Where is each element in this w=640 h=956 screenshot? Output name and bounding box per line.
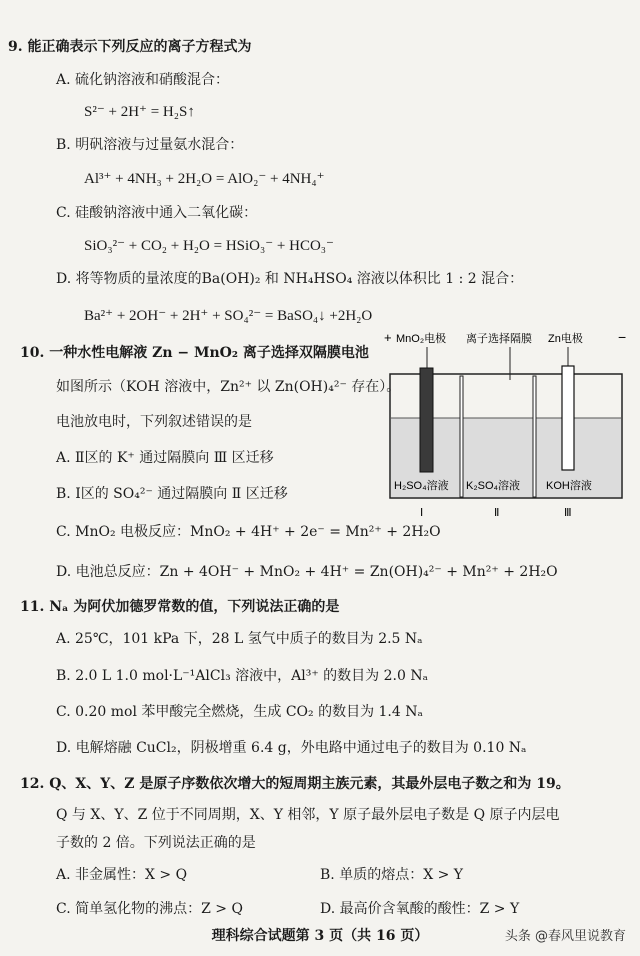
q9-option-c-equation: SiO₃²⁻ + CO₂ + H₂O = HSiO₃⁻ + HCO₃⁻ — [84, 238, 334, 254]
q9-option-b: B. 明矾溶液与过量氨水混合： — [56, 137, 244, 153]
region-label-1: Ⅰ — [420, 507, 424, 519]
q10-stem-line1: 10. 一种水性电解液 Zn − MnO₂ 离子选择双隔膜电池 — [20, 345, 369, 361]
q9-option-b-equation: Al³⁺ + 4NH₃ + 2H₂O = AlO₂⁻ + 4NH₄⁺ — [84, 171, 325, 187]
membrane-right — [533, 376, 536, 497]
q9-option-a-equation: S²⁻ + 2H⁺ = H₂S↑ — [84, 104, 195, 120]
q9-stem: 9. 能正确表示下列反应的离子方程式为 — [8, 39, 252, 55]
q9-option-a: A. 硫化钠溶液和硝酸混合： — [56, 72, 230, 88]
plus-terminal-label: + — [384, 330, 392, 345]
page-footer: 理科综合试题第 3 页（共 16 页） — [211, 928, 429, 944]
q12-stem-line1: 12. Q、X、Y、Z 是原子序数依次增大的短周期主族元素，其最外层电子数之和为 19。 — [20, 776, 570, 792]
region-label-3: Ⅲ — [564, 507, 572, 519]
q10-option-d: D. 电池总反应：Zn + 4OH⁻ + MnO₂ + 4H⁺ = Zn(OH)₄²⁻ + Mn²⁺ + 2H₂O — [56, 564, 558, 580]
q11-stem: 11. Nₐ 为阿伏加德罗常数的值，下列说法正确的是 — [20, 599, 340, 615]
q11-option-b: B. 2.0 L 1.0 mol·L⁻¹AlCl₃ 溶液中，Al³⁺ 的数目为 2.0 Nₐ — [56, 668, 428, 684]
solution-label-k2so4: K₂SO₄溶液 — [466, 480, 520, 492]
q10-option-a: A. Ⅱ区的 K⁺ 通过隔膜向 Ⅲ 区迁移 — [56, 450, 274, 466]
battery-diagram — [380, 330, 632, 520]
q12-stem-line2: Q 与 X、Y、Z 位于不同周期，X、Y 相邻，Y 原子最外层电子数是 Q 原子内层电 — [56, 807, 560, 823]
zn-electrode-label: Zn电极 — [548, 333, 583, 345]
q10-stem-line2: 如图所示（KOH 溶液中，Zn²⁺ 以 Zn(OH)₄²⁻ 存在）。 — [56, 379, 401, 395]
region-label-2: Ⅱ — [494, 507, 500, 519]
solution-label-koh: KOH溶液 — [546, 480, 592, 492]
membrane-label: 离子选择隔膜 — [466, 333, 532, 345]
q11-option-c: C. 0.20 mol 苯甲酸完全燃烧，生成 CO₂ 的数目为 1.4 Nₐ — [56, 704, 423, 720]
q12-option-a: A. 非金属性：X > Q — [56, 867, 188, 883]
q10-stem-line3: 电池放电时，下列叙述错误的是 — [56, 414, 252, 430]
q9-option-d: D. 将等物质的量浓度的Ba(OH)₂ 和 NH₄HSO₄ 溶液以体积比 1 : 2 混合： — [56, 271, 524, 287]
mno2-electrode-label: MnO₂电极 — [396, 333, 447, 345]
q11-option-a: A. 25℃，101 kPa 下，28 L 氢气中质子的数目为 2.5 Nₐ — [56, 631, 423, 647]
q9-option-d-equation: Ba²⁺ + 2OH⁻ + 2H⁺ + SO₄²⁻ = BaSO₄↓ +2H₂O — [84, 308, 373, 324]
q12-option-b: B. 单质的熔点：X > Y — [320, 867, 464, 883]
q12-option-d: D. 最高价含氧酸的酸性：Z > Y — [320, 901, 520, 917]
mno2-electrode — [420, 368, 433, 472]
membrane-left — [460, 376, 463, 497]
minus-terminal-label: − — [618, 330, 627, 345]
q10-option-b: B. Ⅰ区的 SO₄²⁻ 通过隔膜向 Ⅱ 区迁移 — [56, 486, 288, 502]
watermark: 头条 @春风里说教育 — [504, 929, 626, 944]
solution-label-h2so4: H₂SO₄溶液 — [394, 480, 449, 492]
q11-option-d: D. 电解熔融 CuCl₂，阴极增重 6.4 g，外电路中通过电子的数目为 0.10 Nₐ — [56, 740, 527, 756]
q12-option-c: C. 简单氢化物的沸点：Z > Q — [56, 901, 243, 917]
q12-stem-line3: 子数的 2 倍。下列说法正确的是 — [56, 835, 256, 851]
q9-option-c: C. 硅酸钠溶液中通入二氧化碳： — [56, 205, 258, 221]
zn-electrode — [562, 366, 574, 470]
q10-option-c: C. MnO₂ 电极反应：MnO₂ + 4H⁺ + 2e⁻ = Mn²⁺ + 2H₂O — [56, 524, 441, 540]
